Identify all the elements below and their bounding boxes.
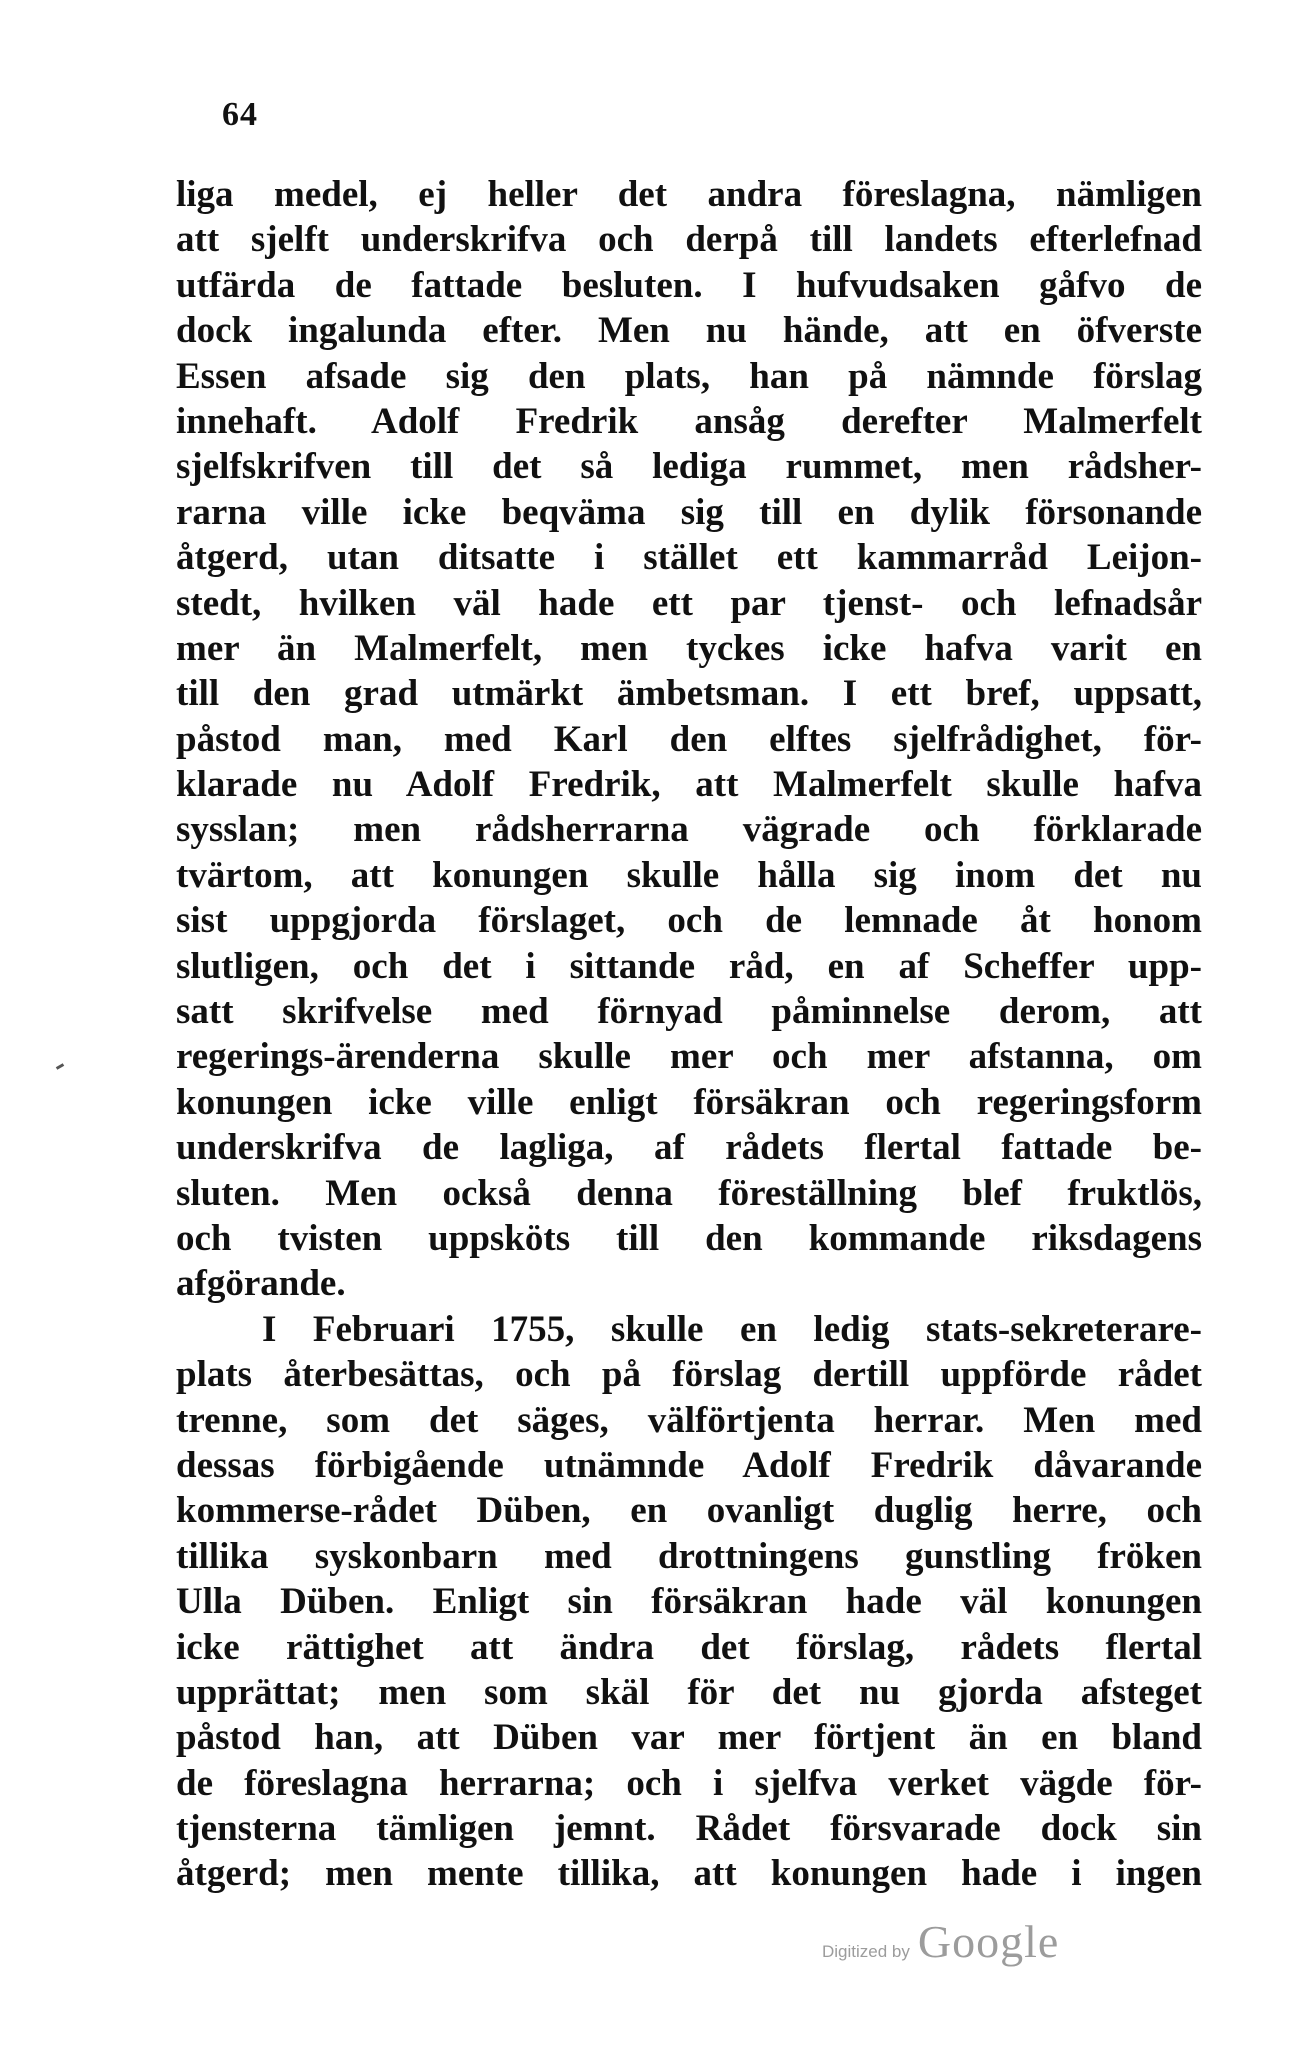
text-line: plats återbesättas, och på förslag dertill uppförde rådet — [176, 1354, 1202, 1396]
text-line: stedt, hvilken väl hade ett par tjenst- och lefnadsår — [176, 582, 1202, 624]
watermark-prefix: Digitized by — [822, 1942, 910, 1961]
text-line: åtgerd; men mente tillika, att konungen hade i ingen — [176, 1853, 1202, 1895]
text-line: konungen icke ville enligt försäkran och regeringsform — [176, 1081, 1202, 1123]
text-line: påstod man, med Karl den elftes sjelfrådighet, för- — [176, 718, 1202, 760]
text-line: kommerse-rådet Düben, en ovanligt duglig herre, och — [176, 1490, 1202, 1532]
paragraph-end-line: afgörande. — [176, 1263, 346, 1305]
paragraph-start-line: I Februari 1755, skulle en ledig stats-sekreterare- — [262, 1308, 1202, 1350]
text-line: att sjelft underskrifva och derpå till landets efterlefnad — [176, 219, 1202, 261]
text-line: åtgerd, utan ditsatte i stället ett kammarråd Leijon- — [176, 537, 1202, 579]
text-line: dessas förbigående utnämnde Adolf Fredrik dåvarande — [176, 1444, 1202, 1486]
text-line: slutligen, och det i sittande råd, en af Scheffer upp- — [176, 945, 1202, 987]
text-line: upprättat; men som skäl för det nu gjorda afsteget — [176, 1671, 1202, 1713]
text-line: och tvisten uppsköts till den kommande riksdagens — [176, 1217, 1202, 1259]
text-line: till den grad utmärkt ämbetsman. I ett bref, uppsatt, — [176, 673, 1202, 715]
text-line: sist uppgjorda förslaget, och de lemnade åt honom — [176, 900, 1202, 942]
print-speck — [56, 1063, 64, 1070]
text-line: sysslan; men rådsherrarna vägrade och förklarade — [176, 809, 1202, 851]
text-line: påstod han, att Düben var mer förtjent än en bland — [176, 1717, 1202, 1759]
text-line: dock ingalunda efter. Men nu hände, att en öfverste — [176, 310, 1202, 352]
page-number: 64 — [222, 96, 258, 133]
text-line: regerings-ärenderna skulle mer och mer afstanna, om — [176, 1036, 1202, 1078]
text-line: Ulla Düben. Enligt sin försäkran hade väl konungen — [176, 1581, 1202, 1623]
text-line: sjelfskrifven till det så lediga rummet, men rådsher- — [176, 446, 1202, 488]
body-text — [176, 172, 1202, 1897]
text-line: mer än Malmerfelt, men tyckes icke hafva varit en — [176, 627, 1202, 669]
text-line: icke rättighet att ändra det förslag, rådets flertal — [176, 1626, 1202, 1668]
text-line: trenne, som det säges, välförtjenta herrar. Men med — [176, 1399, 1202, 1441]
text-line: Essen afsade sig den plats, han på nämnde förslag — [176, 355, 1202, 397]
text-line: tillika syskonbarn med drottningens gunstling fröken — [176, 1535, 1202, 1577]
text-line: sluten. Men också denna föreställning blef fruktlös, — [176, 1172, 1202, 1214]
text-line: innehaft. Adolf Fredrik ansåg derefter Malmerfelt — [176, 400, 1202, 442]
text-line: de föreslagna herrarna; och i sjelfva verket vägde för- — [176, 1762, 1202, 1804]
digitized-watermark — [822, 1915, 1059, 1968]
text-line: tvärtom, att konungen skulle hålla sig inom det nu — [176, 854, 1202, 896]
text-line: tjensterna tämligen jemnt. Rådet försvarade dock sin — [176, 1808, 1202, 1850]
text-line: underskrifva de lagliga, af rådets flertal fattade be- — [176, 1127, 1202, 1169]
watermark-brand: Google — [917, 1916, 1060, 1967]
text-line: liga medel, ej heller det andra föreslagna, nämligen — [176, 174, 1202, 215]
text-line: satt skrifvelse med förnyad påminnelse derom, att — [176, 991, 1202, 1033]
text-line: rarna ville icke beqväma sig till en dylik försonande — [176, 491, 1202, 533]
text-line: klarade nu Adolf Fredrik, att Malmerfelt skulle hafva — [176, 764, 1202, 806]
text-line: utfärda de fattade besluten. I hufvudsaken gåfvo de — [176, 264, 1202, 306]
